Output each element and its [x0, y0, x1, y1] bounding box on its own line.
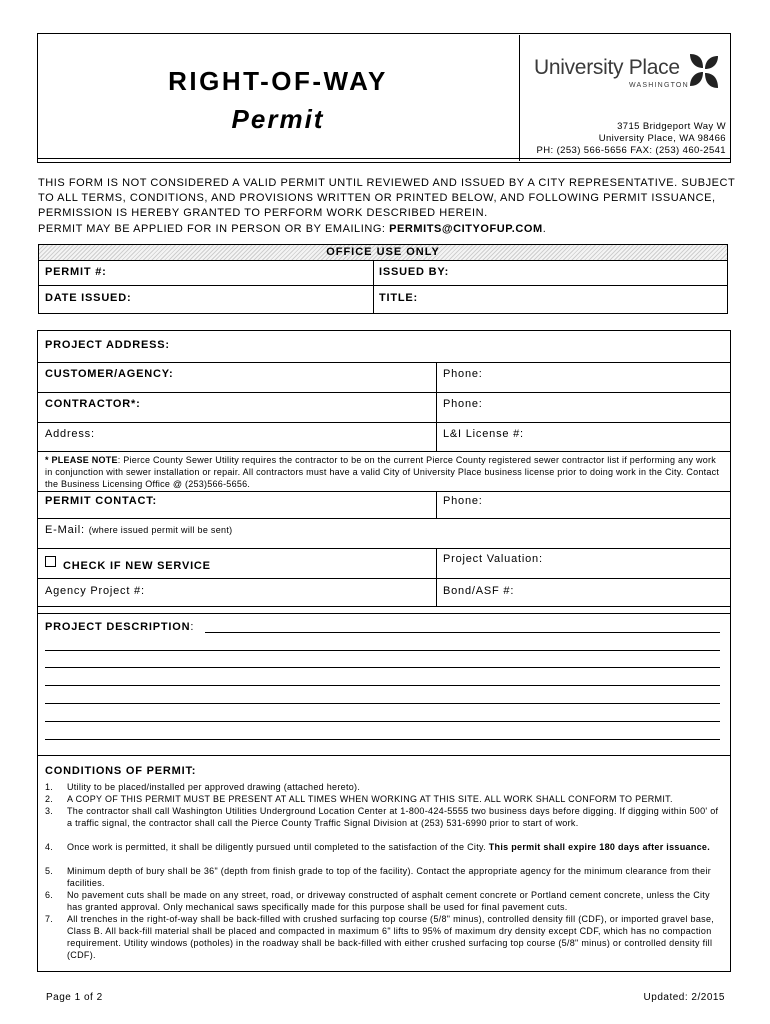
- col-divider: [436, 491, 437, 518]
- email-label: E-Mail:: [45, 524, 85, 536]
- permit-number-label: PERMIT #:: [45, 266, 107, 278]
- row-line: [38, 518, 730, 519]
- condition-text: Minimum depth of bury shall be 36" (depth from finish grade to top of the facility). Contact the appropriate agency for the minimum clearance from their facilities.: [67, 866, 712, 888]
- description-line[interactable]: [205, 632, 720, 633]
- customer-phone-label: Phone:: [443, 368, 483, 380]
- page-subtitle: Permit: [231, 104, 325, 134]
- apply-prefix: PERMIT MAY BE APPLIED FOR IN PERSON OR BY EMAILING:: [38, 223, 390, 235]
- description-line[interactable]: [45, 667, 720, 668]
- project-description-label: [45, 621, 194, 633]
- condition-text: No pavement cuts shall be made on any street, road, or driveway constructed of asphalt cement concrete or Portland cement concrete, unless the City has granted approval. Only mechanical saws specifically made for this purpose shall be used for final pavement cuts.: [67, 890, 710, 912]
- intro-paragraph: THIS FORM IS NOT CONSIDERED A VALID PERMIT UNTIL REVIEWED AND ISSUED BY A CITY REPRESENTATIVE. SUBJECT TO ALL TERMS, CONDITIONS, AND PROVISIONS WRITTEN OR PRINTED BELOW, AND FOLLOWING PERMIT ISSUANCE, PERMISSION IS HEREBY GRANTED TO PERFORM WORK DESCRIBED HEREIN.: [38, 177, 736, 219]
- condition-text: All trenches in the right-of-way shall be back-filled with crushed surfacing top course (5/8" minus), controlled density fill (CDF), or imported gravel base, Class B. All back-fill material shall be placed and compacted in maximum 6" lifts to 95% of maximum dry density except CDF, which has no compaction requirement. Utility windows (potholes) in the roadway shall be back-filled with either crushed surfacing top course (5/8" minus) or controlled density fill (CDF).: [67, 914, 715, 960]
- condition-number: 3.: [45, 806, 54, 816]
- address-label: Address:: [45, 428, 95, 440]
- conditions-heading: CONDITIONS OF PERMIT:: [45, 765, 197, 777]
- apply-line: [38, 222, 738, 237]
- row-line: [38, 491, 730, 492]
- description-line[interactable]: [45, 739, 720, 740]
- row-line: [38, 362, 730, 363]
- agency-project-label: Agency Project #:: [45, 585, 145, 597]
- contractor-phone-label: Phone:: [443, 398, 483, 410]
- condition-number: 1.: [45, 782, 54, 792]
- condition-number: 7.: [45, 914, 54, 924]
- row-line: [38, 606, 730, 607]
- description-line[interactable]: [45, 685, 720, 686]
- date-issued-label: DATE ISSUED:: [45, 292, 132, 304]
- header-underline: [38, 158, 730, 159]
- customer-agency-label: CUSTOMER/AGENCY:: [45, 368, 174, 380]
- phone-fax: PH: (253) 566-5656 FAX: (253) 460-2541: [536, 145, 726, 156]
- address-line-2: University Place, WA 98466: [598, 133, 726, 144]
- row-line: [38, 422, 730, 423]
- condition-number: 2.: [45, 794, 54, 804]
- row-line: [38, 451, 730, 452]
- project-description-text: PROJECT DESCRIPTION: [45, 621, 191, 633]
- row-line: [38, 578, 730, 579]
- project-address-label: PROJECT ADDRESS:: [45, 339, 170, 351]
- condition-text: A COPY OF THIS PERMIT MUST BE PRESENT AT ALL TIMES WHEN WORKING AT THIS SITE. ALL WORK SHALL CONFORM TO PERMIT.: [67, 794, 673, 804]
- office-use-heading: OFFICE USE ONLY: [38, 244, 728, 261]
- apply-email[interactable]: PERMITS@CITYOFUP.COM: [389, 223, 543, 235]
- project-valuation-label: Project Valuation:: [443, 553, 543, 565]
- bond-asf-label: Bond/ASF #:: [443, 585, 515, 597]
- office-row-divider: [39, 285, 727, 286]
- address-line-1: 3715 Bridgeport Way W: [617, 121, 726, 132]
- city-logo-text: University Place: [534, 56, 680, 79]
- description-line[interactable]: [45, 721, 720, 722]
- new-service-checkbox[interactable]: [45, 556, 56, 567]
- row-line: [38, 392, 730, 393]
- title-label: TITLE:: [379, 292, 419, 304]
- note-label: * PLEASE NOTE: [45, 455, 118, 465]
- condition-text: Utility to be placed/installed per approved drawing (attached hereto).: [67, 782, 361, 792]
- col-divider: [436, 548, 437, 606]
- updated-date: Updated: 2/2015: [643, 992, 725, 1003]
- row-line: [38, 613, 730, 614]
- conditions-list: [45, 781, 725, 966]
- expiration-notice: This permit shall expire 180 days after issuance.: [488, 842, 711, 852]
- new-service-label: CHECK IF NEW SERVICE: [63, 560, 211, 572]
- condition-text-wrap: [67, 841, 722, 853]
- condition-number: 6.: [45, 890, 54, 900]
- email-row: [45, 524, 232, 536]
- city-logo-icon: [688, 52, 720, 90]
- condition-text: The contractor shall call Washington Utilities Underground Location Center at 1-800-424-5555 two business days before digging. If digging within 500' of a traffic signal, the contractor shall call the Pierce County Traffic Signal Division at (253) 531-6990 prior to start of work.: [67, 806, 719, 828]
- permit-contact-label: PERMIT CONTACT:: [45, 495, 158, 507]
- condition-number: 4.: [45, 842, 54, 852]
- contractor-label: CONTRACTOR*:: [45, 398, 141, 410]
- city-logo-subtext: WASHINGTON: [629, 82, 689, 89]
- sewer-contractor-note: [45, 454, 725, 490]
- condition-text: Once work is permitted, it shall be diligently pursued until completed to the satisfaction of the City.: [67, 842, 489, 852]
- page-title: RIGHT-OF-WAY: [168, 66, 388, 96]
- permit-contact-phone-label: Phone:: [443, 495, 483, 507]
- project-description-colon: :: [190, 621, 195, 633]
- office-col-divider: [373, 261, 374, 313]
- note-body: : Pierce County Sewer Utility requires the contractor to be on the current Pierce County registered sewer contractor list if performing any work in conjunction with sewer installation or repair. All contractors must have a valid City of University Place business license prior to doing work in the City. Contact the Business Licensing Office @ (253)566-5656.: [45, 455, 720, 489]
- row-line: [38, 755, 730, 756]
- li-license-label: L&I License #:: [443, 428, 524, 440]
- condition-number: 5.: [45, 866, 54, 876]
- apply-suffix: .: [542, 223, 547, 235]
- issued-by-label: ISSUED BY:: [379, 266, 450, 278]
- row-line: [38, 548, 730, 549]
- col-divider: [436, 362, 437, 451]
- email-hint: (where issued permit will be sent): [88, 525, 233, 535]
- page-number: Page 1 of 2: [46, 992, 103, 1003]
- description-line[interactable]: [45, 703, 720, 704]
- description-line[interactable]: [45, 650, 720, 651]
- header-divider: [519, 35, 520, 161]
